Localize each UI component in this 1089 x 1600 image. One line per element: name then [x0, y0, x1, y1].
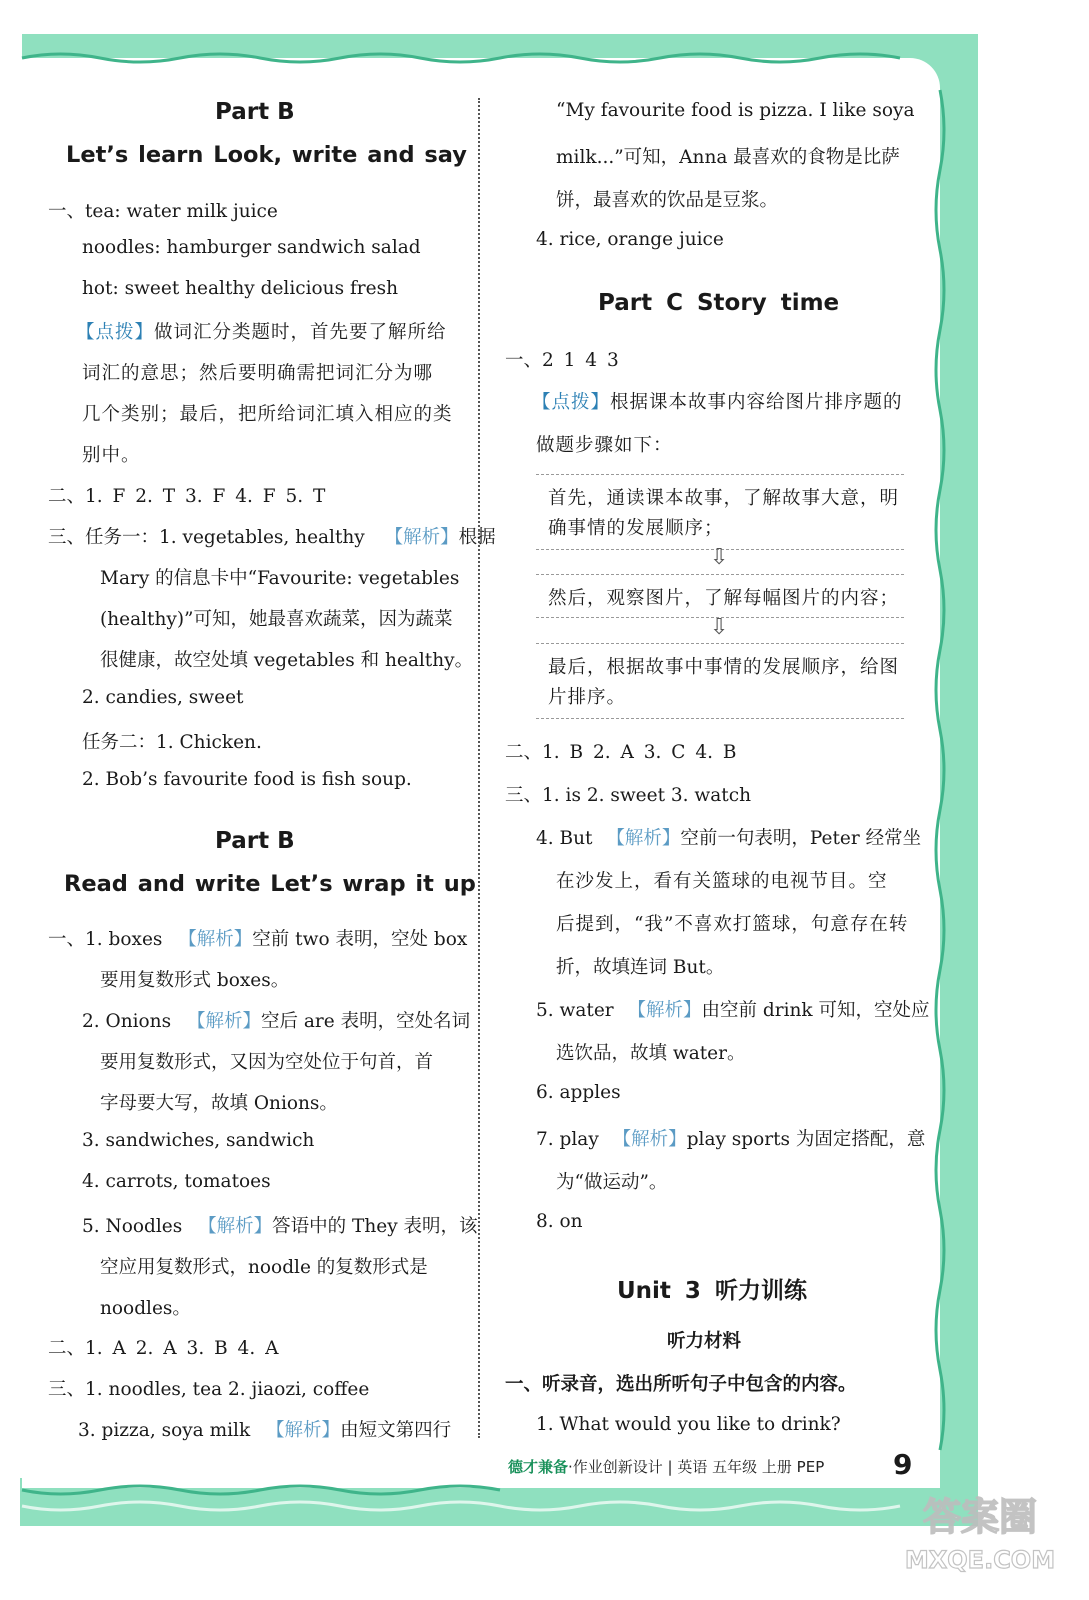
answer-line [82, 1007, 470, 1033]
jiexi-label: 【解析】 [627, 1000, 702, 1021]
answer-text: 5. water [536, 1000, 614, 1021]
section-title-part-b: Part B [215, 99, 295, 125]
answer-line: 要用复数形式 boxes。 [100, 970, 290, 991]
answer-line [48, 925, 467, 951]
answer-line: 2. candies, sweet [82, 687, 244, 708]
answer-text: 由空前 drink 可知，空处应 [701, 1000, 930, 1021]
answer-line: 任务二：1. Chicken. [82, 732, 262, 753]
step-text: 然后，观察图片，了解每幅图片的内容； [548, 588, 900, 609]
section-subtitle: Let’s learn Look, write and say [66, 142, 467, 168]
answer-line: 二、1. B 2. A 3. C 4. B [505, 742, 737, 763]
answer-text: 根据 [458, 527, 496, 548]
answer-line: 空应用复数形式，noodle 的复数形式是 [100, 1257, 428, 1278]
tip-text: 做词汇分类题时，首先要了解所给 [154, 322, 447, 343]
jiexi-label: 【解析】 [384, 527, 459, 548]
answer-line [536, 1125, 925, 1151]
answer-line [48, 523, 496, 549]
watermark-logo [900, 1488, 1060, 1578]
answer-line: noodles: hamburger sandwich salad [82, 237, 421, 258]
answer-line: 二、1. F 2. T 3. F 4. F 5. T [48, 486, 326, 507]
answer-text: play sports 为固定搭配，意 [686, 1129, 926, 1150]
answer-line: 一、tea: water milk juice [48, 201, 278, 222]
answer-line: 一、2 1 4 3 [505, 350, 619, 371]
tip-label: 【点拨】 [76, 322, 155, 343]
answer-line: 6. apples [536, 1082, 621, 1103]
section-subtitle-2: Read and write Let’s wrap it up [64, 871, 476, 897]
answer-text: 5. Noodles [82, 1216, 183, 1237]
jiexi-label: 【解析】 [612, 1129, 687, 1150]
answer-text: 7. play [536, 1129, 599, 1150]
answer-text: 3. pizza, soya milk [78, 1420, 251, 1441]
down-arrow-icon: ⇩ [710, 545, 729, 570]
answer-line: Mary 的信息卡中“Favourite: vegetables [100, 568, 460, 589]
tip-line [532, 388, 903, 414]
footer-text: ·作业创新设计 | 英语 五年级 上册 PEP [568, 1458, 825, 1476]
answer-line: 三、1. noodles, tea 2. jiaozi, coffee [48, 1379, 370, 1400]
answer-text: 空前 two 表明，空处 box [252, 929, 468, 950]
answer-text: 空前一句表明，Peter 经常坐 [680, 828, 922, 849]
tip-line [76, 318, 447, 344]
answer-line [536, 996, 930, 1022]
tip-line: 词汇的意思；然后要明确需把词汇分为哪 [82, 363, 434, 384]
answer-line: 8. on [536, 1211, 583, 1232]
answer-text: 由短文第四行 [340, 1420, 452, 1441]
step-text: 确事情的发展顺序； [548, 518, 724, 539]
answer-line: noodles。 [100, 1298, 191, 1319]
answer-line: (healthy)”可知，她最喜欢蔬菜，因为蔬菜 [100, 609, 453, 630]
jiexi-label: 【解析】 [266, 1420, 341, 1441]
brand-name: 德才兼备 [508, 1458, 569, 1476]
answer-line: 折，故填连词 But。 [556, 957, 725, 978]
answer-line: 后提到，“我”不喜欢打篮球，句意存在转 [556, 914, 909, 935]
answer-line [78, 1416, 451, 1442]
answer-line: 1. What would you like to drink? [536, 1414, 841, 1435]
answer-line [82, 1212, 478, 1238]
tip-text: 根据课本故事内容给图片排序题的 [610, 392, 903, 413]
answer-line: “My favourite food is pizza. I like soya [556, 100, 915, 121]
tip-line: 别中。 [82, 445, 141, 466]
answer-text: 空后 are 表明，空处名词 [260, 1011, 471, 1032]
answer-line: hot: sweet healthy delicious fresh [82, 278, 399, 299]
footer-series-title [508, 1456, 824, 1477]
section-subtitle-listening: 听力材料 [667, 1331, 742, 1352]
answer-line: 要用复数形式，又因为空处位于句首，首 [100, 1052, 434, 1073]
answer-line [536, 824, 921, 850]
answer-line: 二、1. A 2. A 3. B 4. A [48, 1338, 279, 1359]
step-text: 最后，根据故事中事情的发展顺序，给图 [548, 657, 900, 678]
answer-text: 三、任务一：1. vegetables, healthy [48, 527, 365, 548]
jiexi-label: 【解析】 [606, 828, 681, 849]
tip-label: 【点拨】 [532, 392, 611, 413]
step-text: 片排序。 [548, 687, 627, 708]
answer-line: 在沙发上，看有关篮球的电视节目。空 [556, 871, 888, 892]
answer-line: 选饮品，故填 water。 [556, 1043, 746, 1064]
down-arrow-icon: ⇩ [710, 615, 729, 640]
jiexi-label: 【解析】 [198, 1216, 273, 1237]
column-divider [478, 98, 480, 1438]
answer-line: 为“做运动”。 [556, 1172, 668, 1193]
answer-line: 4. rice, orange juice [536, 229, 724, 250]
answer-text: 答语中的 They 表明，该 [272, 1216, 478, 1237]
answer-line: 2. Bob’s favourite food is fish soup. [82, 769, 412, 790]
answer-line: 字母要大写，故填 Onions。 [100, 1093, 338, 1114]
jiexi-label: 【解析】 [178, 929, 253, 950]
page-number: 9 [893, 1448, 913, 1481]
answer-line: 饼，最喜欢的饮品是豆浆。 [556, 190, 779, 211]
section-title-part-b-2: Part B [215, 828, 295, 854]
answer-text: 2. Onions [82, 1011, 172, 1032]
jiexi-label: 【解析】 [186, 1011, 261, 1032]
answer-line: 很健康，故空处填 vegetables 和 healthy。 [100, 650, 474, 671]
answer-line: 4. carrots, tomatoes [82, 1171, 271, 1192]
watermark-top-text: 答案圈 [922, 1495, 1038, 1539]
tip-line: 几个类别；最后，把所给词汇填入相应的类 [82, 404, 453, 425]
watermark-bottom-text: MXQE.COM [904, 1546, 1056, 1574]
step-text: 首先，通读课本故事，了解故事大意，明 [548, 488, 900, 509]
tip-line: 做题步骤如下： [536, 435, 673, 456]
answer-line: 3. sandwiches, sandwich [82, 1130, 315, 1151]
answer-text: 一、1. boxes [48, 929, 163, 950]
answer-text: 4. But [536, 828, 593, 849]
question-heading: 一、听录音，选出所听句子中包含的内容。 [505, 1374, 857, 1395]
answer-line: milk...”可知，Anna 最喜欢的食物是比萨 [556, 147, 900, 168]
section-title-part-c: Part C Story time [598, 290, 840, 316]
answer-line: 三、1. is 2. sweet 3. watch [505, 785, 752, 806]
section-title-unit-3: Unit 3 听力训练 [617, 1278, 807, 1304]
